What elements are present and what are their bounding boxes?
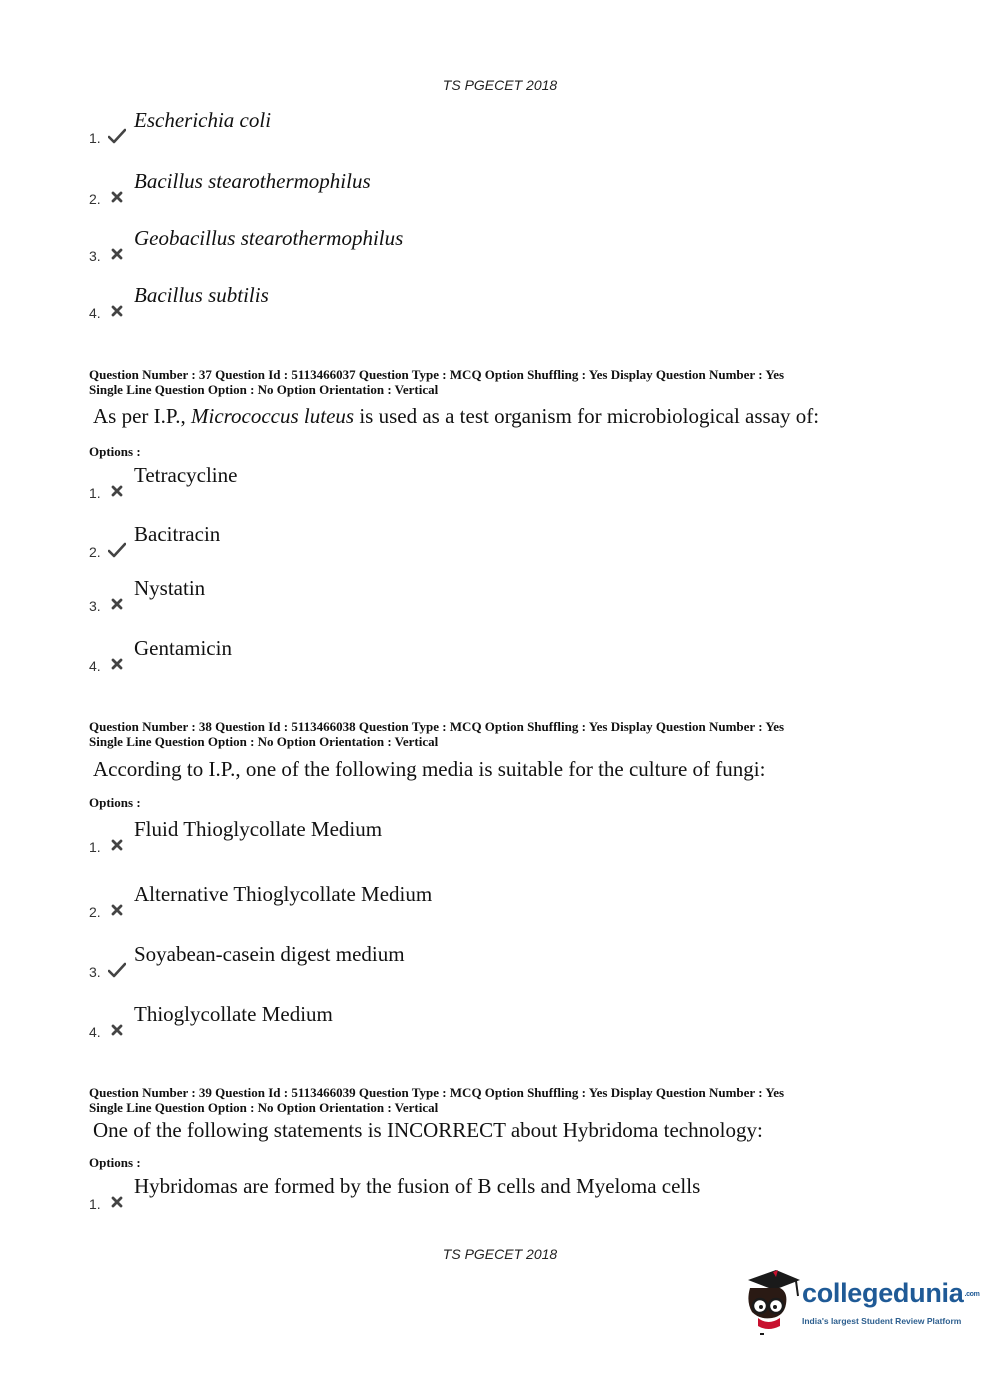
q37-text-before: As per I.P., — [93, 404, 191, 428]
q38-option-4 — [89, 1002, 909, 1042]
q39-options-label: Options : — [89, 1155, 141, 1170]
option-text: Fluid Thioglycollate Medium — [134, 817, 383, 841]
option-number: 2. — [89, 904, 101, 920]
q37-meta-line-1: Question Number : 37 Question Id : 5113466037 Question Type : MCQ Option Shuffling : Yes Display Question Number : Yes — [89, 367, 785, 382]
option-number: 2. — [89, 191, 101, 207]
q38-option-2 — [89, 882, 909, 922]
q39-question-text: One of the following statements is INCORRECT about Hybridoma technology: — [93, 1118, 763, 1142]
cross-icon — [108, 902, 126, 918]
q38-meta-line-2: Single Line Question Option : No Option Orientation : Vertical — [89, 734, 439, 749]
cross-icon — [108, 246, 126, 262]
option-number: 4. — [89, 305, 101, 321]
cross-icon — [108, 303, 126, 319]
q38-options-label: Options : — [89, 795, 141, 810]
option-number: 4. — [89, 1024, 101, 1040]
option-text: Escherichia coli — [134, 108, 272, 132]
q37-option-4 — [89, 636, 909, 676]
q38-option-3 — [89, 942, 909, 982]
q38-question-text: According to I.P., one of the following media is suitable for the culture of fungi: — [93, 757, 766, 781]
cross-icon — [108, 189, 126, 205]
q39-meta — [89, 1085, 919, 1115]
option-text: Nystatin — [134, 576, 206, 600]
collegedunia-logo — [740, 1268, 980, 1340]
q37-option-1 — [89, 463, 909, 503]
check-icon — [108, 962, 126, 978]
page-header: TS PGECET 2018 — [442, 77, 558, 93]
option-text: Bacillus stearothermophilus — [134, 169, 371, 193]
option-number: 1. — [89, 485, 101, 501]
option-text: Thioglycollate Medium — [134, 1002, 333, 1026]
q36-option-2 — [89, 169, 909, 209]
logo-wordmark — [802, 1278, 980, 1309]
q37-text-after: is used as a test organism for microbiological assay of: — [354, 404, 820, 428]
cross-icon — [108, 1022, 126, 1038]
logo-suffix: .com — [964, 1291, 980, 1299]
option-number: 3. — [89, 248, 101, 264]
option-text: Gentamicin — [134, 636, 232, 660]
option-text: Tetracycline — [134, 463, 238, 487]
q39-meta-line-1: Question Number : 39 Question Id : 5113466039 Question Type : MCQ Option Shuffling : Yes Display Question Number : Yes — [89, 1085, 785, 1100]
option-text: Geobacillus stearothermophilus — [134, 226, 404, 250]
option-number: 3. — [89, 964, 101, 980]
q38-meta-line-1: Question Number : 38 Question Id : 5113466038 Question Type : MCQ Option Shuffling : Yes Display Question Number : Yes — [89, 719, 785, 734]
q37-meta — [89, 367, 919, 397]
cross-icon — [108, 596, 126, 612]
option-number: 3. — [89, 598, 101, 614]
logo-name: collegedunia — [802, 1278, 964, 1308]
q36-option-4 — [89, 283, 909, 323]
option-number: 4. — [89, 658, 101, 674]
option-number: 1. — [89, 1196, 101, 1212]
mascot-icon — [740, 1268, 802, 1338]
q37-meta-line-2: Single Line Question Option : No Option Orientation : Vertical — [89, 382, 439, 397]
q37-options-label: Options : — [89, 444, 141, 459]
q37-question-text — [93, 404, 819, 429]
q39-option-1 — [89, 1174, 909, 1214]
option-text: Alternative Thioglycollate Medium — [134, 882, 433, 906]
option-number: 1. — [89, 839, 101, 855]
q36-option-1 — [89, 108, 909, 148]
q37-option-2 — [89, 522, 909, 562]
option-text: Bacillus subtilis — [134, 283, 269, 307]
page-footer: TS PGECET 2018 — [442, 1246, 558, 1262]
cross-icon — [108, 483, 126, 499]
q38-meta — [89, 719, 919, 749]
cross-icon — [108, 1194, 126, 1210]
q37-option-3 — [89, 576, 909, 616]
cross-icon — [108, 837, 126, 853]
option-text: Hybridomas are formed by the fusion of B cells and Myeloma cells — [134, 1174, 701, 1198]
option-number: 1. — [89, 130, 101, 146]
logo-tagline: India's largest Student Review Platform — [802, 1316, 962, 1326]
q38-option-1 — [89, 817, 909, 857]
q36-option-3 — [89, 226, 909, 266]
option-text: Bacitracin — [134, 522, 221, 546]
option-number: 2. — [89, 544, 101, 560]
cross-icon — [108, 656, 126, 672]
option-text: Soyabean-casein digest medium — [134, 942, 405, 966]
check-icon — [108, 128, 126, 144]
q37-text-italic: Micrococcus luteus — [191, 404, 355, 428]
check-icon — [108, 542, 126, 558]
q39-meta-line-2: Single Line Question Option : No Option Orientation : Vertical — [89, 1100, 439, 1115]
